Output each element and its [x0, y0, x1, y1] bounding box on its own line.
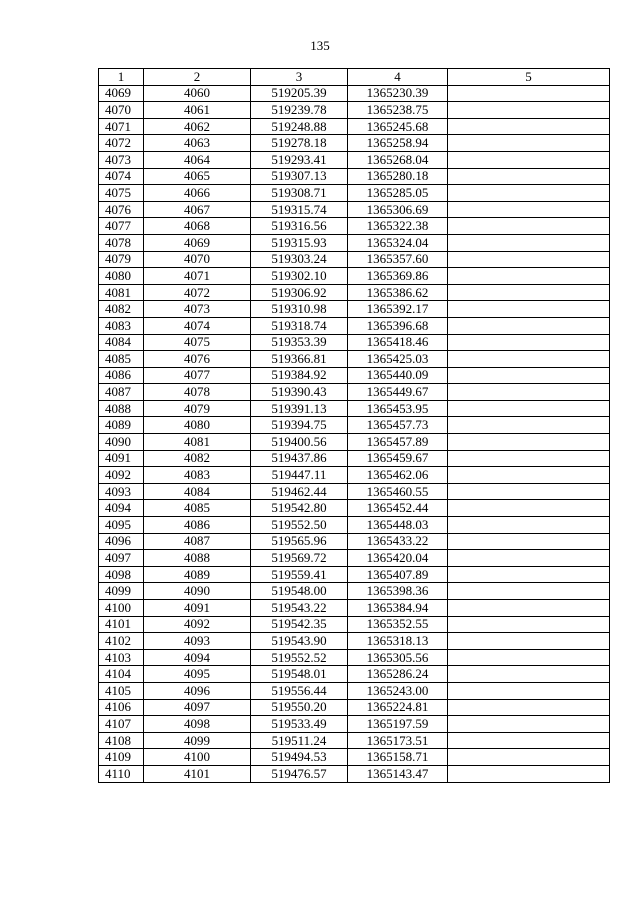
table-row — [99, 500, 610, 517]
cell-x-coordinate: 519569.72 — [251, 550, 348, 567]
cell-y-coordinate: 1365425.03 — [348, 351, 448, 368]
cell-x-coordinate: 519548.01 — [251, 666, 348, 683]
cell-y-coordinate: 1365369.86 — [348, 268, 448, 285]
table-row — [99, 583, 610, 600]
cell-x-coordinate: 519511.24 — [251, 732, 348, 749]
cell-point-number: 4090 — [99, 434, 144, 451]
cell-note — [448, 666, 610, 683]
cell-y-coordinate: 1365322.38 — [348, 218, 448, 235]
cell-x-coordinate: 519437.86 — [251, 450, 348, 467]
cell-y-coordinate: 1365238.75 — [348, 102, 448, 119]
cell-x-coordinate: 519384.92 — [251, 367, 348, 384]
cell-point-number: 4109 — [99, 749, 144, 766]
table-row — [99, 251, 610, 268]
cell-ref-number: 4065 — [144, 168, 251, 185]
cell-point-number: 4087 — [99, 384, 144, 401]
cell-point-number: 4110 — [99, 765, 144, 782]
cell-point-number: 4078 — [99, 234, 144, 251]
cell-note — [448, 765, 610, 782]
cell-note — [448, 450, 610, 467]
cell-ref-number: 4060 — [144, 85, 251, 102]
cell-point-number: 4072 — [99, 135, 144, 152]
cell-note — [448, 284, 610, 301]
cell-note — [448, 102, 610, 119]
cell-point-number: 4077 — [99, 218, 144, 235]
cell-y-coordinate: 1365448.03 — [348, 517, 448, 534]
table-row — [99, 600, 610, 617]
cell-y-coordinate: 1365398.36 — [348, 583, 448, 600]
cell-ref-number: 4071 — [144, 268, 251, 285]
cell-x-coordinate: 519476.57 — [251, 765, 348, 782]
cell-note — [448, 533, 610, 550]
page-number: 135 — [310, 38, 330, 53]
cell-note — [448, 600, 610, 617]
table-row — [99, 682, 610, 699]
cell-note — [448, 716, 610, 733]
cell-ref-number: 4075 — [144, 334, 251, 351]
cell-point-number: 4070 — [99, 102, 144, 119]
cell-ref-number: 4063 — [144, 135, 251, 152]
table-header-row — [99, 69, 610, 86]
cell-point-number: 4104 — [99, 666, 144, 683]
cell-y-coordinate: 1365305.56 — [348, 649, 448, 666]
table-row — [99, 367, 610, 384]
cell-x-coordinate: 519316.56 — [251, 218, 348, 235]
table-row — [99, 334, 610, 351]
cell-note — [448, 351, 610, 368]
cell-ref-number: 4080 — [144, 417, 251, 434]
cell-note — [448, 550, 610, 567]
table-row — [99, 218, 610, 235]
cell-y-coordinate: 1365459.67 — [348, 450, 448, 467]
cell-x-coordinate: 519307.13 — [251, 168, 348, 185]
cell-note — [448, 218, 610, 235]
cell-y-coordinate: 1365285.05 — [348, 185, 448, 202]
cell-ref-number: 4088 — [144, 550, 251, 567]
cell-ref-number: 4062 — [144, 118, 251, 135]
cell-x-coordinate: 519315.74 — [251, 201, 348, 218]
cell-point-number: 4073 — [99, 151, 144, 168]
cell-x-coordinate: 519353.39 — [251, 334, 348, 351]
table-row — [99, 234, 610, 251]
cell-point-number: 4074 — [99, 168, 144, 185]
cell-y-coordinate: 1365386.62 — [348, 284, 448, 301]
cell-ref-number: 4092 — [144, 616, 251, 633]
cell-x-coordinate: 519306.92 — [251, 284, 348, 301]
cell-note — [448, 168, 610, 185]
cell-point-number: 4094 — [99, 500, 144, 517]
cell-x-coordinate: 519303.24 — [251, 251, 348, 268]
column-header-4: 4 — [348, 69, 448, 86]
cell-x-coordinate: 519565.96 — [251, 533, 348, 550]
cell-ref-number: 4097 — [144, 699, 251, 716]
cell-ref-number: 4073 — [144, 301, 251, 318]
table-row — [99, 168, 610, 185]
cell-note — [448, 649, 610, 666]
cell-y-coordinate: 1365449.67 — [348, 384, 448, 401]
cell-point-number: 4086 — [99, 367, 144, 384]
cell-x-coordinate: 519543.90 — [251, 633, 348, 650]
cell-y-coordinate: 1365318.13 — [348, 633, 448, 650]
cell-y-coordinate: 1365457.89 — [348, 434, 448, 451]
cell-x-coordinate: 519239.78 — [251, 102, 348, 119]
cell-y-coordinate: 1365407.89 — [348, 566, 448, 583]
cell-note — [448, 251, 610, 268]
table-row — [99, 450, 610, 467]
cell-note — [448, 633, 610, 650]
table-row — [99, 268, 610, 285]
table-row — [99, 400, 610, 417]
cell-ref-number: 4072 — [144, 284, 251, 301]
cell-x-coordinate: 519302.10 — [251, 268, 348, 285]
table-row — [99, 616, 610, 633]
cell-y-coordinate: 1365243.00 — [348, 682, 448, 699]
cell-point-number: 4088 — [99, 400, 144, 417]
table-row — [99, 118, 610, 135]
cell-note — [448, 749, 610, 766]
cell-point-number: 4076 — [99, 201, 144, 218]
cell-y-coordinate: 1365396.68 — [348, 317, 448, 334]
cell-y-coordinate: 1365324.04 — [348, 234, 448, 251]
cell-x-coordinate: 519552.52 — [251, 649, 348, 666]
cell-point-number: 4080 — [99, 268, 144, 285]
cell-note — [448, 616, 610, 633]
cell-y-coordinate: 1365384.94 — [348, 600, 448, 617]
cell-note — [448, 417, 610, 434]
cell-x-coordinate: 519494.53 — [251, 749, 348, 766]
cell-point-number: 4103 — [99, 649, 144, 666]
cell-x-coordinate: 519310.98 — [251, 301, 348, 318]
cell-point-number: 4082 — [99, 301, 144, 318]
cell-note — [448, 317, 610, 334]
cell-y-coordinate: 1365420.04 — [348, 550, 448, 567]
cell-ref-number: 4084 — [144, 483, 251, 500]
cell-ref-number: 4070 — [144, 251, 251, 268]
cell-y-coordinate: 1365224.81 — [348, 699, 448, 716]
cell-point-number: 4108 — [99, 732, 144, 749]
cell-note — [448, 467, 610, 484]
cell-y-coordinate: 1365230.39 — [348, 85, 448, 102]
cell-note — [448, 301, 610, 318]
cell-ref-number: 4099 — [144, 732, 251, 749]
cell-ref-number: 4069 — [144, 234, 251, 251]
cell-note — [448, 483, 610, 500]
cell-ref-number: 4066 — [144, 185, 251, 202]
cell-point-number: 4107 — [99, 716, 144, 733]
cell-note — [448, 699, 610, 716]
cell-point-number: 4079 — [99, 251, 144, 268]
table-row — [99, 765, 610, 782]
table-row — [99, 467, 610, 484]
column-header-3: 3 — [251, 69, 348, 86]
cell-note — [448, 400, 610, 417]
cell-x-coordinate: 519548.00 — [251, 583, 348, 600]
cell-point-number: 4102 — [99, 633, 144, 650]
cell-note — [448, 434, 610, 451]
cell-ref-number: 4081 — [144, 434, 251, 451]
cell-x-coordinate: 519315.93 — [251, 234, 348, 251]
cell-point-number: 4091 — [99, 450, 144, 467]
cell-note — [448, 566, 610, 583]
cell-y-coordinate: 1365462.06 — [348, 467, 448, 484]
table-row — [99, 417, 610, 434]
cell-x-coordinate: 519542.35 — [251, 616, 348, 633]
cell-ref-number: 4083 — [144, 467, 251, 484]
cell-note — [448, 135, 610, 152]
table-row — [99, 732, 610, 749]
cell-note — [448, 732, 610, 749]
cell-y-coordinate: 1365268.04 — [348, 151, 448, 168]
cell-note — [448, 583, 610, 600]
cell-note — [448, 151, 610, 168]
cell-y-coordinate: 1365173.51 — [348, 732, 448, 749]
table-row — [99, 85, 610, 102]
cell-ref-number: 4091 — [144, 600, 251, 617]
cell-x-coordinate: 519462.44 — [251, 483, 348, 500]
cell-ref-number: 4082 — [144, 450, 251, 467]
cell-y-coordinate: 1365352.55 — [348, 616, 448, 633]
cell-point-number: 4069 — [99, 85, 144, 102]
cell-point-number: 4105 — [99, 682, 144, 699]
table-row — [99, 533, 610, 550]
table-row — [99, 483, 610, 500]
table-row — [99, 102, 610, 119]
cell-ref-number: 4094 — [144, 649, 251, 666]
table-row — [99, 633, 610, 650]
table-row — [99, 384, 610, 401]
cell-x-coordinate: 519390.43 — [251, 384, 348, 401]
cell-ref-number: 4067 — [144, 201, 251, 218]
table-body — [99, 85, 610, 782]
cell-ref-number: 4086 — [144, 517, 251, 534]
cell-ref-number: 4100 — [144, 749, 251, 766]
cell-y-coordinate: 1365286.24 — [348, 666, 448, 683]
cell-x-coordinate: 519400.56 — [251, 434, 348, 451]
cell-point-number: 4093 — [99, 483, 144, 500]
cell-x-coordinate: 519447.11 — [251, 467, 348, 484]
cell-point-number: 4081 — [99, 284, 144, 301]
cell-x-coordinate: 519550.20 — [251, 699, 348, 716]
cell-x-coordinate: 519552.50 — [251, 517, 348, 534]
cell-point-number: 4089 — [99, 417, 144, 434]
cell-x-coordinate: 519318.74 — [251, 317, 348, 334]
table-row — [99, 699, 610, 716]
cell-point-number: 4092 — [99, 467, 144, 484]
cell-point-number: 4071 — [99, 118, 144, 135]
cell-y-coordinate: 1365306.69 — [348, 201, 448, 218]
cell-y-coordinate: 1365143.47 — [348, 765, 448, 782]
cell-note — [448, 268, 610, 285]
cell-x-coordinate: 519391.13 — [251, 400, 348, 417]
table-row — [99, 151, 610, 168]
cell-point-number: 4100 — [99, 600, 144, 617]
table-row — [99, 201, 610, 218]
cell-note — [448, 517, 610, 534]
cell-x-coordinate: 519366.81 — [251, 351, 348, 368]
cell-ref-number: 4098 — [144, 716, 251, 733]
table-row — [99, 317, 610, 334]
cell-x-coordinate: 519205.39 — [251, 85, 348, 102]
cell-note — [448, 185, 610, 202]
cell-note — [448, 384, 610, 401]
cell-ref-number: 4078 — [144, 384, 251, 401]
table-row — [99, 351, 610, 368]
cell-note — [448, 682, 610, 699]
cell-point-number: 4099 — [99, 583, 144, 600]
table-row — [99, 716, 610, 733]
table-row — [99, 550, 610, 567]
table-row — [99, 284, 610, 301]
cell-note — [448, 367, 610, 384]
cell-y-coordinate: 1365280.18 — [348, 168, 448, 185]
cell-x-coordinate: 519293.41 — [251, 151, 348, 168]
cell-x-coordinate: 519559.41 — [251, 566, 348, 583]
cell-x-coordinate: 519533.49 — [251, 716, 348, 733]
table-row — [99, 649, 610, 666]
cell-ref-number: 4064 — [144, 151, 251, 168]
cell-x-coordinate: 519308.71 — [251, 185, 348, 202]
cell-note — [448, 85, 610, 102]
table-row — [99, 749, 610, 766]
cell-y-coordinate: 1365418.46 — [348, 334, 448, 351]
cell-y-coordinate: 1365433.22 — [348, 533, 448, 550]
cell-ref-number: 4095 — [144, 666, 251, 683]
cell-point-number: 4084 — [99, 334, 144, 351]
cell-y-coordinate: 1365197.59 — [348, 716, 448, 733]
cell-y-coordinate: 1365460.55 — [348, 483, 448, 500]
cell-ref-number: 4061 — [144, 102, 251, 119]
cell-ref-number: 4096 — [144, 682, 251, 699]
cell-note — [448, 334, 610, 351]
cell-point-number: 4106 — [99, 699, 144, 716]
cell-ref-number: 4076 — [144, 351, 251, 368]
cell-x-coordinate: 519394.75 — [251, 417, 348, 434]
cell-y-coordinate: 1365245.68 — [348, 118, 448, 135]
cell-ref-number: 4079 — [144, 400, 251, 417]
cell-y-coordinate: 1365453.95 — [348, 400, 448, 417]
cell-ref-number: 4087 — [144, 533, 251, 550]
cell-ref-number: 4089 — [144, 566, 251, 583]
cell-point-number: 4096 — [99, 533, 144, 550]
cell-y-coordinate: 1365452.44 — [348, 500, 448, 517]
cell-x-coordinate: 519543.22 — [251, 600, 348, 617]
cell-ref-number: 4090 — [144, 583, 251, 600]
cell-point-number: 4101 — [99, 616, 144, 633]
cell-ref-number: 4068 — [144, 218, 251, 235]
cell-note — [448, 118, 610, 135]
cell-point-number: 4083 — [99, 317, 144, 334]
cell-ref-number: 4101 — [144, 765, 251, 782]
table-row — [99, 185, 610, 202]
cell-x-coordinate: 519542.80 — [251, 500, 348, 517]
column-header-1: 1 — [99, 69, 144, 86]
table-row — [99, 517, 610, 534]
table-row — [99, 666, 610, 683]
cell-point-number: 4085 — [99, 351, 144, 368]
cell-ref-number: 4074 — [144, 317, 251, 334]
cell-y-coordinate: 1365158.71 — [348, 749, 448, 766]
table-row — [99, 135, 610, 152]
coordinates-table — [98, 68, 610, 783]
cell-y-coordinate: 1365457.73 — [348, 417, 448, 434]
cell-y-coordinate: 1365258.94 — [348, 135, 448, 152]
cell-y-coordinate: 1365357.60 — [348, 251, 448, 268]
cell-point-number: 4095 — [99, 517, 144, 534]
column-header-5: 5 — [448, 69, 610, 86]
cell-note — [448, 201, 610, 218]
table-row — [99, 566, 610, 583]
cell-y-coordinate: 1365440.09 — [348, 367, 448, 384]
column-header-2: 2 — [144, 69, 251, 86]
table-row — [99, 434, 610, 451]
cell-note — [448, 234, 610, 251]
cell-y-coordinate: 1365392.17 — [348, 301, 448, 318]
cell-x-coordinate: 519248.88 — [251, 118, 348, 135]
cell-x-coordinate: 519556.44 — [251, 682, 348, 699]
cell-x-coordinate: 519278.18 — [251, 135, 348, 152]
cell-point-number: 4097 — [99, 550, 144, 567]
cell-ref-number: 4077 — [144, 367, 251, 384]
table-row — [99, 301, 610, 318]
cell-note — [448, 500, 610, 517]
cell-point-number: 4098 — [99, 566, 144, 583]
cell-point-number: 4075 — [99, 185, 144, 202]
cell-ref-number: 4085 — [144, 500, 251, 517]
cell-ref-number: 4093 — [144, 633, 251, 650]
